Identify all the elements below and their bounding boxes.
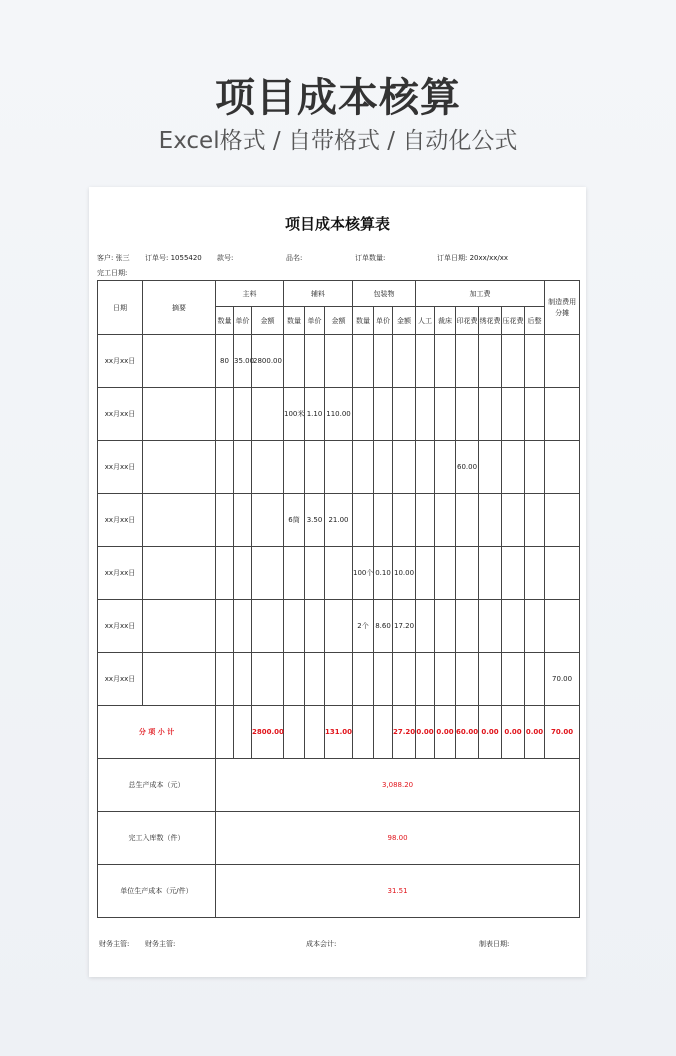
- cell-aux-qty: [284, 653, 305, 706]
- header-qty: 数量: [284, 307, 305, 335]
- cell-date: xx月xx日: [98, 494, 143, 547]
- cell-pack-price: 8.60: [374, 600, 393, 653]
- cell-pack-qty: 100个: [353, 547, 374, 600]
- cell-main-amount: [252, 600, 284, 653]
- cell-cutting: [435, 494, 456, 547]
- cell-manufacturing: [545, 388, 580, 441]
- cell-labor: [416, 547, 435, 600]
- total-cost-value: 3,088.20: [216, 759, 580, 812]
- cell-pack-price: [374, 494, 393, 547]
- cell-date: xx月xx日: [98, 388, 143, 441]
- cell-main-qty: 80: [216, 335, 234, 388]
- cell-pack-qty: [353, 388, 374, 441]
- cell-finishing: [525, 600, 545, 653]
- cell-labor: [416, 494, 435, 547]
- cell-aux-qty: [284, 441, 305, 494]
- header-unit-price: 单价: [374, 307, 393, 335]
- subtotal-pack-amount: 27.20: [393, 706, 416, 759]
- customer-info: 客户: 张三: [97, 254, 130, 262]
- header-qty: 数量: [353, 307, 374, 335]
- subtotal-label: 分 项 小 计: [98, 706, 216, 759]
- cell-pack-price: [374, 441, 393, 494]
- cell-finishing: [525, 653, 545, 706]
- finished-qty-value: 98.00: [216, 812, 580, 865]
- cell-main-price: 35.00: [234, 335, 252, 388]
- subtotal-printing: 60.00: [456, 706, 479, 759]
- cell-finishing: [525, 547, 545, 600]
- cell-date: xx月xx日: [98, 653, 143, 706]
- footer-finance-supervisor-2: 财务主管:: [145, 940, 176, 948]
- cell-main-amount: [252, 388, 284, 441]
- cell-main-amount: [252, 494, 284, 547]
- cell-printing: [456, 335, 479, 388]
- footer-cost-accountant: 成本会计:: [306, 940, 337, 948]
- cell-aux-price: [305, 547, 325, 600]
- cell-embroidery: [479, 547, 502, 600]
- subtotal-finishing: 0.00: [525, 706, 545, 759]
- header-date: 日期: [98, 281, 143, 335]
- cell-summary: [143, 600, 216, 653]
- table-row: [98, 494, 580, 547]
- unit-cost-label: 单位生产成本（元/件）: [98, 865, 216, 918]
- cell-finishing: [525, 335, 545, 388]
- header-manufacturing: 制造费用分摊: [545, 281, 580, 335]
- cell-manufacturing: 70.00: [545, 653, 580, 706]
- order-quantity-info: 订单数量:: [355, 254, 386, 262]
- cell-empty: [284, 706, 305, 759]
- cell-pressing: [502, 441, 525, 494]
- header-finishing: 后整: [525, 307, 545, 335]
- cell-cutting: [435, 653, 456, 706]
- cell-pressing: [502, 653, 525, 706]
- cell-summary: [143, 547, 216, 600]
- cell-date: xx月xx日: [98, 335, 143, 388]
- model-number-info: 款号:: [217, 254, 234, 262]
- cell-pack-amount: 17.20: [393, 600, 416, 653]
- cell-aux-price: [305, 653, 325, 706]
- cell-manufacturing: [545, 600, 580, 653]
- cell-aux-qty: 6筒: [284, 494, 305, 547]
- table-row: [98, 335, 580, 388]
- cell-main-qty: [216, 600, 234, 653]
- cell-main-price: [234, 494, 252, 547]
- cell-printing: [456, 547, 479, 600]
- cell-cutting: [435, 388, 456, 441]
- cell-finishing: [525, 388, 545, 441]
- header-qty: 数量: [216, 307, 234, 335]
- cell-printing: [456, 494, 479, 547]
- cell-aux-price: [305, 441, 325, 494]
- cell-printing: [456, 388, 479, 441]
- cell-aux-qty: [284, 547, 305, 600]
- cell-pack-price: 0.10: [374, 547, 393, 600]
- cell-pressing: [502, 335, 525, 388]
- subtotal-labor: 0.00: [416, 706, 435, 759]
- cell-cutting: [435, 547, 456, 600]
- cell-pack-amount: [393, 388, 416, 441]
- header-pressing: 压花费: [502, 307, 525, 335]
- cell-aux-price: [305, 335, 325, 388]
- finished-qty-row: [98, 812, 580, 865]
- cell-pack-price: [374, 335, 393, 388]
- subtotal-aux-amount: 131.00: [325, 706, 353, 759]
- header-unit-price: 单价: [305, 307, 325, 335]
- cell-empty: [234, 706, 252, 759]
- cell-pack-qty: [353, 335, 374, 388]
- hero-subtitle: Excel格式 / 自带格式 / 自动化公式: [158, 128, 518, 154]
- table-row: [98, 388, 580, 441]
- cell-pressing: [502, 494, 525, 547]
- cell-main-amount: [252, 441, 284, 494]
- subtotal-pressing: 0.00: [502, 706, 525, 759]
- cell-embroidery: [479, 600, 502, 653]
- finish-date-info: 完工日期:: [97, 269, 128, 277]
- cell-cutting: [435, 441, 456, 494]
- cell-aux-qty: [284, 335, 305, 388]
- header-aux-material: 辅料: [284, 281, 353, 307]
- cell-pack-price: [374, 653, 393, 706]
- cell-summary: [143, 335, 216, 388]
- cell-main-price: [234, 388, 252, 441]
- cell-summary: [143, 653, 216, 706]
- cell-finishing: [525, 441, 545, 494]
- footer-preparation-date: 制表日期:: [479, 940, 510, 948]
- cell-pack-qty: [353, 653, 374, 706]
- header-summary: 摘要: [143, 281, 216, 335]
- hero-title: 项目成本核算: [215, 75, 461, 121]
- subtotal-main-amount: 2800.00: [252, 706, 284, 759]
- spreadsheet-preview: [89, 187, 586, 977]
- cell-main-amount: 2800.00: [252, 335, 284, 388]
- header-amount: 金额: [325, 307, 353, 335]
- cell-manufacturing: [545, 494, 580, 547]
- cell-pressing: [502, 388, 525, 441]
- subtotal-embroidery: 0.00: [479, 706, 502, 759]
- cell-cutting: [435, 335, 456, 388]
- footer-finance-supervisor: 财务主管:: [99, 940, 130, 948]
- cell-pack-qty: [353, 441, 374, 494]
- cell-main-qty: [216, 547, 234, 600]
- unit-cost-value: 31.51: [216, 865, 580, 918]
- cell-aux-price: 1.10: [305, 388, 325, 441]
- subtotal-manufacturing: 70.00: [545, 706, 580, 759]
- header-main-material: 主料: [216, 281, 284, 307]
- header-labor: 人工: [416, 307, 435, 335]
- cell-finishing: [525, 494, 545, 547]
- subtotal-cutting: 0.00: [435, 706, 456, 759]
- cell-empty: [353, 706, 374, 759]
- cell-main-qty: [216, 653, 234, 706]
- cell-main-qty: [216, 441, 234, 494]
- cell-date: xx月xx日: [98, 441, 143, 494]
- cell-pack-qty: 2个: [353, 600, 374, 653]
- cell-aux-price: [305, 600, 325, 653]
- cell-embroidery: [479, 653, 502, 706]
- cell-aux-amount: [325, 335, 353, 388]
- cell-embroidery: [479, 494, 502, 547]
- table-row: [98, 441, 580, 494]
- cell-aux-qty: 100米: [284, 388, 305, 441]
- header-packaging: 包装物: [353, 281, 416, 307]
- cell-date: xx月xx日: [98, 600, 143, 653]
- cell-manufacturing: [545, 441, 580, 494]
- cell-main-price: [234, 600, 252, 653]
- order-number-info: 订单号: 1055420: [145, 254, 202, 262]
- product-name-info: 品名:: [286, 254, 303, 262]
- cell-labor: [416, 653, 435, 706]
- cell-aux-amount: [325, 600, 353, 653]
- cell-embroidery: [479, 335, 502, 388]
- unit-cost-row: [98, 865, 580, 918]
- finished-qty-label: 完工入库数（件）: [98, 812, 216, 865]
- cell-printing: [456, 600, 479, 653]
- table-row: [98, 653, 580, 706]
- total-cost-label: 总生产成本（元）: [98, 759, 216, 812]
- cell-embroidery: [479, 441, 502, 494]
- header-amount: 金额: [252, 307, 284, 335]
- cell-cutting: [435, 600, 456, 653]
- cell-pack-amount: 10.00: [393, 547, 416, 600]
- cell-empty: [216, 706, 234, 759]
- cost-table: [97, 280, 580, 918]
- sheet-title: 项目成本核算表: [284, 215, 390, 233]
- cell-printing: [456, 653, 479, 706]
- cell-pack-price: [374, 388, 393, 441]
- cell-main-qty: [216, 494, 234, 547]
- cell-main-price: [234, 441, 252, 494]
- cell-summary: [143, 494, 216, 547]
- cell-pack-amount: [393, 335, 416, 388]
- cell-summary: [143, 441, 216, 494]
- cell-aux-amount: 21.00: [325, 494, 353, 547]
- cell-labor: [416, 600, 435, 653]
- cell-main-qty: [216, 388, 234, 441]
- cell-printing: 60.00: [456, 441, 479, 494]
- cell-main-amount: [252, 547, 284, 600]
- cell-pack-qty: [353, 494, 374, 547]
- header-printing: 印花费: [456, 307, 479, 335]
- table-row: [98, 547, 580, 600]
- total-cost-row: [98, 759, 580, 812]
- header-amount: 金额: [393, 307, 416, 335]
- cell-labor: [416, 441, 435, 494]
- header-unit-price: 单价: [234, 307, 252, 335]
- cell-aux-amount: [325, 441, 353, 494]
- cell-aux-qty: [284, 600, 305, 653]
- cell-manufacturing: [545, 335, 580, 388]
- cell-empty: [305, 706, 325, 759]
- cell-pressing: [502, 547, 525, 600]
- cell-pack-amount: [393, 441, 416, 494]
- order-date-info: 订单日期: 20xx/xx/xx: [437, 254, 509, 262]
- table-row: [98, 600, 580, 653]
- subtotal-row: [98, 706, 580, 759]
- cell-main-amount: [252, 653, 284, 706]
- cell-main-price: [234, 547, 252, 600]
- cell-embroidery: [479, 388, 502, 441]
- header-cutting: 裁床: [435, 307, 456, 335]
- header-processing: 加工费: [416, 281, 545, 307]
- cell-aux-amount: 110.00: [325, 388, 353, 441]
- cell-aux-amount: [325, 653, 353, 706]
- cell-date: xx月xx日: [98, 547, 143, 600]
- cell-labor: [416, 388, 435, 441]
- cell-aux-amount: [325, 547, 353, 600]
- cell-main-price: [234, 653, 252, 706]
- header-embroidery: 绣花费: [479, 307, 502, 335]
- cell-summary: [143, 388, 216, 441]
- cell-labor: [416, 335, 435, 388]
- cell-pack-amount: [393, 494, 416, 547]
- cell-aux-price: 3.50: [305, 494, 325, 547]
- cell-empty: [374, 706, 393, 759]
- cell-manufacturing: [545, 547, 580, 600]
- cell-pressing: [502, 600, 525, 653]
- cell-pack-amount: [393, 653, 416, 706]
